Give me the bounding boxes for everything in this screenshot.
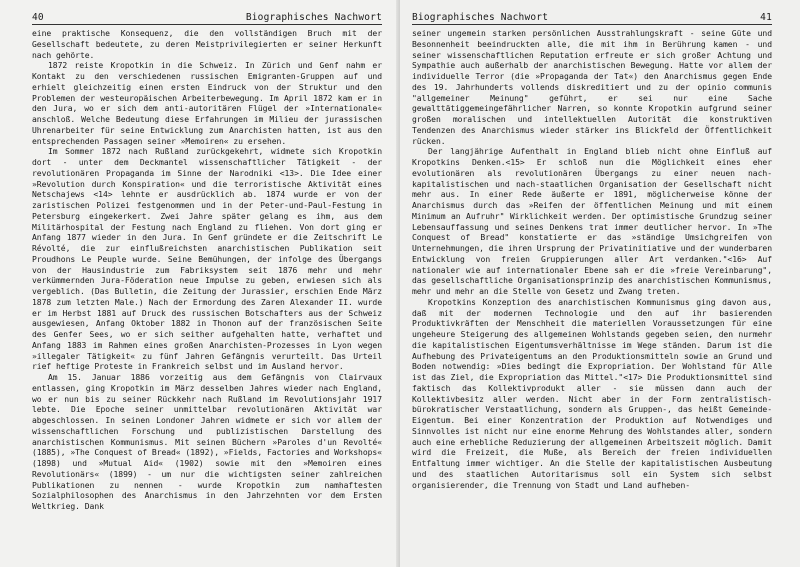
running-head: Biographisches Nachwort <box>245 12 382 23</box>
left-page-header <box>32 12 382 25</box>
right-page-header <box>412 12 772 25</box>
paragraph: seiner ungemein starken persönlichen Ausstrahlungskraft - seine Güte und Besonnenheit beeindruckten alle, die mit ihm in Berührung kamen - und seiner wissenschaftlichen Reputation erfreute er sich großer Achtung und Sympathie auch außerhalb der anarchistischen Bewegung. Hatte vor allem der individuelle Terror (die »Propaganda der Tat«) den Anarchismus gegen Ende des 19. Jahrhunderts vollends diskreditiert und zu der opinio communis "allgemeiner Meinung" geführt, er sei nur eine Sache gewalttätiggemeingefährlicher Narren, so konnte Kropotkin aufgrund seiner großen moralischen und intellektuellen Autorität die konstruktiven Tendenzen des Anarchismus wieder stärker ins Blickfeld der Öffentlichkeit rücken. <box>412 29 772 146</box>
paragraph: eine praktische Konsequenz, die den vollständigen Bruch mit der Gesellschaft bedeutete, zu deren Meistprivilegierten er seiner Herkunft nach gehörte. <box>32 29 382 60</box>
paragraph: Im Sommer 1872 nach Rußland zurückgekehrt, widmete sich Kropotkin dort - unter dem Deckmantel wissenschaftlicher Tätigkeit - der revolutionären Propaganda im Sinne der Narodniki <13>. Die Idee einer »Revolution durch Konspiration« und die terroristische Aktivität eines Netschajews <14> lehnte er ausdrücklich ab. 1874 wurde er von der zaristischen Polizei festgenommen und in der Peter-und-Paul-Festung in Petersburg eingekerkert. Zwei Jahre später gelang es ihm, aus dem Militärhospital der Festung nach England zu fliehen. Von dort ging er Anfang 1877 wieder in den Jura. In Genf gründete er die Zeitschrift Le Révolté, die zur einflußreichsten anarchistischen Publikation seit Proudhons Le Peuple wurde. Seine Bemühungen, der infolge des Übergangs von der Hausindustrie zum Fabriksystem seit 1876 mehr und mehr verkümmernden Jura-Föderation neue Impulse zu geben, erwiesen sich als vergeblich. (Das Bulletin, die Zeitung der Jurassier, erschien Ende März 1878 zum letzten Male.) Nach der Ermordung des Zaren Alexander II. wurde er im Herbst 1881 auf Druck des russischen Botschafters aus der Schweiz ausgewiesen, Anfang Oktober 1882 in Thonon auf der französischen Seite des Genfer Sees, wo er sich seither aufgehalten hatte, verhaftet und Anfang 1883 im Rahmen eines großen Anarchisten-Prozesses in Lyon wegen »illegaler Tätigkeit« zu fünf Jahren Gefängnis verurteilt. Das Urteil rief heftige Proteste in Frankreich selbst und im Ausland hervor. <box>32 147 382 372</box>
running-head: Biographisches Nachwort <box>412 12 549 23</box>
paragraph: Kropotkins Konzeption des anarchistischen Kommunismus ging davon aus, daß mit der modernen Technologie und den auf ihr basierenden Produktivkräften der Menschheit die materiellen Voraussetzungen für eine ungeheure Steigerung des allgemeinen Wohlstands gegeben seien, den nurmehr die kapitalistischen Eigentumsverhältnisse im Wege ständen. Darum ist die Aufhebung des Privateigentums an den Produktionsmitteln sowie an Grund und Boden notwendig: »Dies bedingt die Expropriation. Der Wohlstand für Alle ist das Ziel, die Expropriation das Mittel."<17> Die Produktionsmittel sind faktisch das Kollektivprodukt aller - sie müssen dann auch der Kollektivbesitz aller werden. Nicht aber in der Form zentralistisch-bürokratischer Verstaatlichung, sondern als Gruppen-, das heißt Gemeinde-Eigentum. Bei einer Konzentration der Produktion auf Notwendiges und Sinnvolles ist nicht nur eine enorme Mehrung des Wohlstandes aller, sondern auch eine erhebliche Reduzierung der allgemeinen Arbeitszeit möglich. Damit wird die Freizeit, die Muße, als Bereich der freien individuellen Entfaltung immer wichtiger. An die Stelle der kapitalistischen Ausbeutung und des staatlichen Autoritarismus soll ein System sich selbst organisierender, die Trennung von Stadt und Land aufheben- <box>412 297 772 490</box>
right-page <box>400 0 800 567</box>
paragraph: Der langjährige Aufenthalt in England blieb nicht ohne Einfluß auf Kropotkins Denken.<15> Er schloß nun die Möglichkeit eines eher evolutionären als revolutionären Übergangs zu einer neuen nach-kapitalistischen und nach-staatlichen Organisation der Gesellschaft nicht mehr aus. In einer Rede äußerte er 1891, möglicherweise könne der Anarchismus durch das »Reifen der öffentlichen Meinung und mit einem Minimum an Aufruhr" Wirklichkeit werden. Der optimistische Grundzug seiner Lebensauffassung und seines Denkens trat immer deutlicher hervor. In »The Conquest of Bread" konstatierte er das »ständige Umsichgreifen von Unternehmungen, die ihren Ursprung der Privatinitiative und der wunderbaren Entwicklung von freien Gruppierungen aller Art verdanken."<16> Auf nationaler wie auf internationaler Ebene sah er die »freie Vereinbarung", das gesellschaftliche Organisationsprinzip des anarchistischen Kommunismus, mehr und mehr an die Stelle von Gesetz und Zwang treten. <box>412 147 772 296</box>
page-number: 40 <box>32 12 44 23</box>
paragraph: 1872 reiste Kropotkin in die Schweiz. In Zürich und Genf nahm er Kontakt zu den verschiedenen russischen Emigranten-Gruppen auf und erhielt gleichzeitig einen ersten Eindruck von der Struktur und den Problemen der westeuropäischen Arbeiterbewegung. Im April 1872 kam er in den Jura, wo er sich dem anti-autoritären Flügel der »Internationale« anschloß. Welche Bedeutung diese Erfahrungen im Milieu der jurassischen Uhrenarbeiter für seine Entwicklung zum Anarchisten hatten, ist aus den entsprechenden Passagen seiner »Memoiren« zu ersehen. <box>32 61 382 146</box>
page-number: 41 <box>760 12 772 23</box>
paragraph: Am 15. Januar 1886 vorzeitig aus dem Gefängnis von Clairvaux entlassen, ging Kropotkin im März desselben Jahres wieder nach England, wo er nun bis zu seiner Rückkehr nach Rußland im Revolutionsjahr 1917 lebte. Die Epoche seiner unmittelbar revolutionären Aktivität war abgeschlossen. In seinen Londoner Jahren widmete er sich vor allem der wissenschaftlichen Forschung und publizistischen Darstellung des anarchistischen Kommunismus. Mit seinen Büchern »Paroles d'un Revolté« (1885), »The Conquest of Bread« (1892), »Fields, Factories and Workshops« (1898) und »Mutual Aid« (1902) sowie mit den »Memoiren eines Revolutionärs« (1899) - um nur die wichtigsten seiner zahlreichen Publikationen zu nennen - wurde Kropotkin zum namhaftesten Sozialphilosophen des Anarchismus in den Jahrzehnten vor dem Ersten Weltkrieg. Dank <box>32 373 383 511</box>
left-page-text <box>32 29 382 513</box>
right-page-text <box>412 29 772 491</box>
